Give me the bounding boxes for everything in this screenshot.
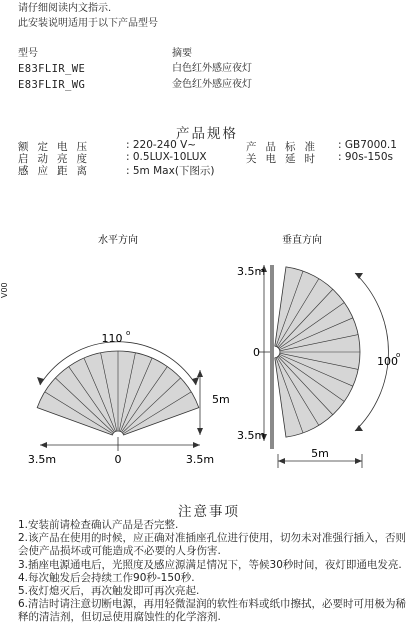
note-item: 4.每次触发后会持续工作90秒-150秒. <box>18 571 195 584</box>
horizontal-detection-fan <box>37 351 199 435</box>
spec-row <box>18 163 408 175</box>
horizontal-angle-label: 110 <box>101 332 123 345</box>
spec-label: 产品标准 <box>246 141 324 153</box>
vertical-diagram <box>237 233 400 468</box>
note-item: 3.插座电源通电后，光照度及感应源满足情况下，等候30秒时间，夜灯即通电发亮. <box>18 558 402 571</box>
spec-value: : GB7000.1 <box>338 139 397 151</box>
horizontal-left-label: 3.5m <box>27 453 57 466</box>
vertical-angle-label: 100 <box>377 355 398 368</box>
horizontal-center-label: 0 <box>114 453 122 466</box>
note-item: 1.安装前请检查确认产品是否完整. <box>18 519 179 531</box>
specs-title: 产品规格 <box>176 126 238 142</box>
spec-value: : 5m Max(下图示) <box>126 165 215 177</box>
arrow-head <box>278 458 285 464</box>
spec-label: 关电延时 <box>246 153 324 165</box>
arrow-head <box>197 428 203 435</box>
vertical-bottom-label: 3.5m <box>237 429 266 442</box>
detection-range-diagrams <box>0 225 420 470</box>
spec-label: 启动亮度 <box>18 153 96 165</box>
arrow-head <box>193 442 200 448</box>
arrow-head <box>197 370 203 377</box>
intro-line-2: 此安装说明适用于以下产品型号 <box>18 18 158 29</box>
model-column-header: 型号 <box>18 48 38 59</box>
arrow-head <box>355 425 363 431</box>
spec-label: 感应距离 <box>18 165 96 177</box>
degree-mark: o <box>396 351 401 359</box>
arrow-head <box>40 442 47 448</box>
notes-list <box>18 519 413 625</box>
notes-title: 注意事项 <box>178 504 240 520</box>
horizontal-diagram <box>28 233 230 466</box>
model-description: 金色红外感应夜灯 <box>172 79 252 90</box>
note-item: 2.该产品在使用的时候，应正确对准插座孔位进行使用，切勿未对准强行插入，否则会使产品损坏或可能造成不必要的人身伤害. <box>18 532 407 558</box>
arrow-head <box>355 273 363 279</box>
spec-row <box>18 151 408 163</box>
vertical-diagram-title: 垂直方向 <box>282 235 322 246</box>
intro-line-1: 请仔细阅读内文指示. <box>18 3 112 14</box>
spec-value: : 0.5LUX-10LUX <box>126 151 207 163</box>
model-code: E83FLIR_WG <box>18 79 86 91</box>
spec-value: : 90s-150s <box>338 151 394 163</box>
description-column-header: 摘要 <box>172 48 192 59</box>
spec-value: : 220-240 V~ <box>126 139 197 151</box>
horizontal-right-label: 3.5m <box>185 453 215 466</box>
vertical-range-label: 5m <box>311 447 329 460</box>
spec-label: 额定电压 <box>18 141 96 153</box>
vertical-center-label: 0 <box>253 346 260 359</box>
vertical-top-label: 3.5m <box>237 265 266 278</box>
horizontal-diagram-title: 水平方向 <box>98 235 138 246</box>
arrow-head <box>355 458 362 464</box>
spec-row <box>18 139 408 151</box>
version-mark: V00 <box>0 282 9 298</box>
note-item: 6.清洁时请注意切断电源，再用轻微湿润的软性布料或纸巾擦拭，必要时可用极为稀释的清洁剂，但切忌使用腐蚀性的化学溶剂. <box>18 598 407 624</box>
model-code: E83FLIR_WE <box>18 63 86 75</box>
model-description: 白色红外感应夜灯 <box>172 63 252 74</box>
degree-mark: o <box>126 329 131 337</box>
vertical-detection-fan <box>275 267 360 437</box>
note-item: 5.夜灯熄灭后，再次触发即可再次亮起. <box>18 585 200 598</box>
wall-plate <box>270 265 274 449</box>
horizontal-range-label: 5m <box>212 393 230 406</box>
